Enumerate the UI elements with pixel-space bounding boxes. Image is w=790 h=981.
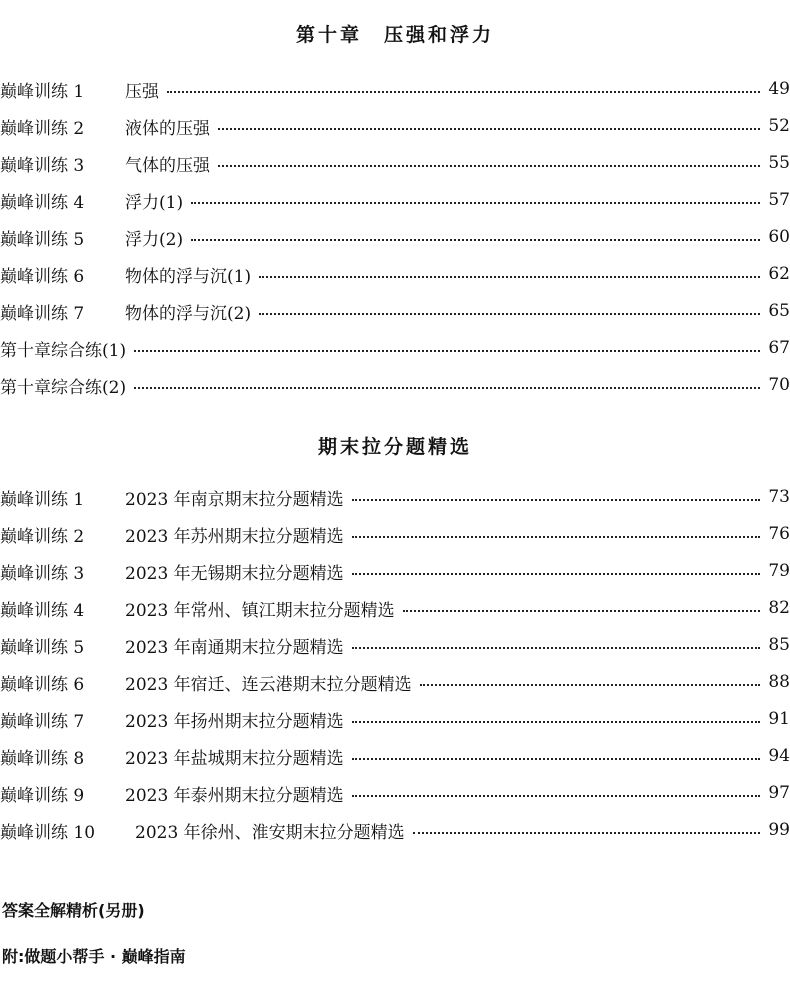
- entry-label: [0, 336, 134, 361]
- dot-leader: [352, 738, 761, 774]
- entry-label: [0, 707, 352, 732]
- entry-series: 巅峰训练 5: [0, 637, 85, 658]
- entry-series: 巅峰训练 1: [0, 81, 85, 102]
- entry-title: 第十章综合练(1): [0, 340, 127, 361]
- toc-entry[interactable]: [0, 330, 790, 366]
- entry-title: 2023 年南京期末拉分题精选: [125, 489, 344, 510]
- entry-title: 2023 年宿迁、连云港期末拉分题精选: [125, 674, 412, 695]
- entry-series: 巅峰训练 3: [0, 155, 85, 176]
- toc-entry[interactable]: [0, 256, 790, 292]
- dot-leader: [134, 330, 760, 366]
- entry-title: 2023 年无锡期末拉分题精选: [125, 563, 344, 584]
- entry-page-number: 91: [768, 709, 790, 729]
- dot-leader: [259, 293, 760, 329]
- entry-title: 气体的压强: [125, 155, 210, 176]
- entry-page-number: 85: [768, 635, 790, 655]
- entry-series: 巅峰训练 8: [0, 748, 85, 769]
- dot-leader: [191, 219, 760, 255]
- toc-entry[interactable]: [0, 293, 790, 329]
- entry-label: [0, 744, 352, 769]
- entry-label: [0, 670, 420, 695]
- dot-leader: [167, 71, 760, 107]
- entry-label: [0, 522, 352, 547]
- appendix-note: 附:做题小帮手 · 巅峰指南: [2, 947, 186, 966]
- entry-page-number: 65: [768, 301, 790, 321]
- entry-series: 巅峰训练 4: [0, 600, 85, 621]
- toc-entry[interactable]: [0, 367, 790, 403]
- entry-page-number: 55: [768, 153, 790, 173]
- entry-label: [0, 559, 352, 584]
- entry-series: 巅峰训练 10: [0, 822, 96, 843]
- entry-page-number: 79: [768, 561, 790, 581]
- entry-title: 2023 年扬州期末拉分题精选: [125, 711, 344, 732]
- dot-leader: [352, 479, 761, 515]
- entry-title: 物体的浮与沉(2): [125, 303, 252, 324]
- entry-label: [0, 114, 218, 139]
- entry-page-number: 99: [768, 820, 790, 840]
- entry-title: 2023 年盐城期末拉分题精选: [125, 748, 344, 769]
- answers-note: 答案全解精析(另册): [2, 901, 145, 920]
- toc-entry[interactable]: [0, 516, 790, 552]
- entry-title: 2023 年徐州、淮安期末拉分题精选: [135, 822, 405, 843]
- toc-entry[interactable]: [0, 701, 790, 737]
- entry-label: [0, 77, 167, 102]
- dot-leader: [191, 182, 760, 218]
- entry-page-number: 52: [768, 116, 790, 136]
- entry-label: [0, 225, 191, 250]
- dot-leader: [352, 553, 761, 589]
- entry-label: [0, 781, 352, 806]
- entry-title: 2023 年南通期末拉分题精选: [125, 637, 344, 658]
- entry-series: 巅峰训练 9: [0, 785, 85, 806]
- dot-leader: [420, 664, 761, 700]
- entry-series: 巅峰训练 4: [0, 192, 85, 213]
- entry-label: [0, 262, 259, 287]
- entry-series: 巅峰训练 1: [0, 489, 85, 510]
- entry-page-number: 73: [768, 487, 790, 507]
- entry-title: 液体的压强: [125, 118, 210, 139]
- entry-series: 巅峰训练 6: [0, 674, 85, 695]
- toc-entry[interactable]: [0, 627, 790, 663]
- entry-series: 巅峰训练 2: [0, 118, 85, 139]
- entry-page-number: 70: [768, 375, 790, 395]
- entry-page-number: 62: [768, 264, 790, 284]
- toc-entry[interactable]: [0, 664, 790, 700]
- toc-entry[interactable]: [0, 775, 790, 811]
- dot-leader: [352, 775, 761, 811]
- entry-series: 巅峰训练 7: [0, 303, 85, 324]
- dot-leader: [413, 812, 761, 848]
- entry-label: [0, 596, 403, 621]
- entry-title: 浮力(2): [125, 229, 184, 250]
- entry-series: 巅峰训练 6: [0, 266, 85, 287]
- toc-entry[interactable]: [0, 738, 790, 774]
- dot-leader: [352, 701, 761, 737]
- dot-leader: [352, 627, 761, 663]
- toc-entry[interactable]: [0, 108, 790, 144]
- dot-leader: [403, 590, 761, 626]
- entry-page-number: 97: [768, 783, 790, 803]
- entry-title: 物体的浮与沉(1): [125, 266, 252, 287]
- entry-series: 巅峰训练 7: [0, 711, 85, 732]
- toc-entry[interactable]: [0, 479, 790, 515]
- entry-label: [0, 818, 413, 843]
- dot-leader: [134, 367, 760, 403]
- dot-leader: [259, 256, 760, 292]
- toc-entry[interactable]: [0, 590, 790, 626]
- entry-series: 巅峰训练 2: [0, 526, 85, 547]
- entry-page-number: 94: [768, 746, 790, 766]
- toc-entry[interactable]: [0, 182, 790, 218]
- entry-title: 2023 年泰州期末拉分题精选: [125, 785, 344, 806]
- entry-label: [0, 151, 218, 176]
- entry-page-number: 82: [768, 598, 790, 618]
- entry-page-number: 49: [768, 79, 790, 99]
- dot-leader: [352, 516, 761, 552]
- dot-leader: [218, 145, 760, 181]
- toc-entry[interactable]: [0, 219, 790, 255]
- entry-title: 2023 年常州、镇江期末拉分题精选: [125, 600, 395, 621]
- finals-section-title: 期末拉分题精选: [317, 436, 472, 458]
- entry-page-number: 60: [768, 227, 790, 247]
- entry-label: [0, 188, 191, 213]
- chapter-title: 第十章 压强和浮力: [295, 24, 494, 46]
- entry-title: 压强: [125, 81, 159, 102]
- entry-page-number: 76: [768, 524, 790, 544]
- entry-title: 第十章综合练(2): [0, 377, 127, 398]
- toc-entry[interactable]: [0, 71, 790, 107]
- toc-entry[interactable]: [0, 145, 790, 181]
- entry-label: [0, 633, 352, 658]
- entry-label: [0, 373, 134, 398]
- dot-leader: [218, 108, 760, 144]
- toc-entry[interactable]: [0, 553, 790, 589]
- entry-series: 巅峰训练 3: [0, 563, 85, 584]
- entry-label: [0, 299, 259, 324]
- entry-page-number: 67: [768, 338, 790, 358]
- entry-page-number: 57: [768, 190, 790, 210]
- entry-title: 浮力(1): [125, 192, 184, 213]
- entry-page-number: 88: [768, 672, 790, 692]
- entry-label: [0, 485, 352, 510]
- entry-series: 巅峰训练 5: [0, 229, 85, 250]
- toc-entry[interactable]: [0, 812, 790, 848]
- entry-title: 2023 年苏州期末拉分题精选: [125, 526, 344, 547]
